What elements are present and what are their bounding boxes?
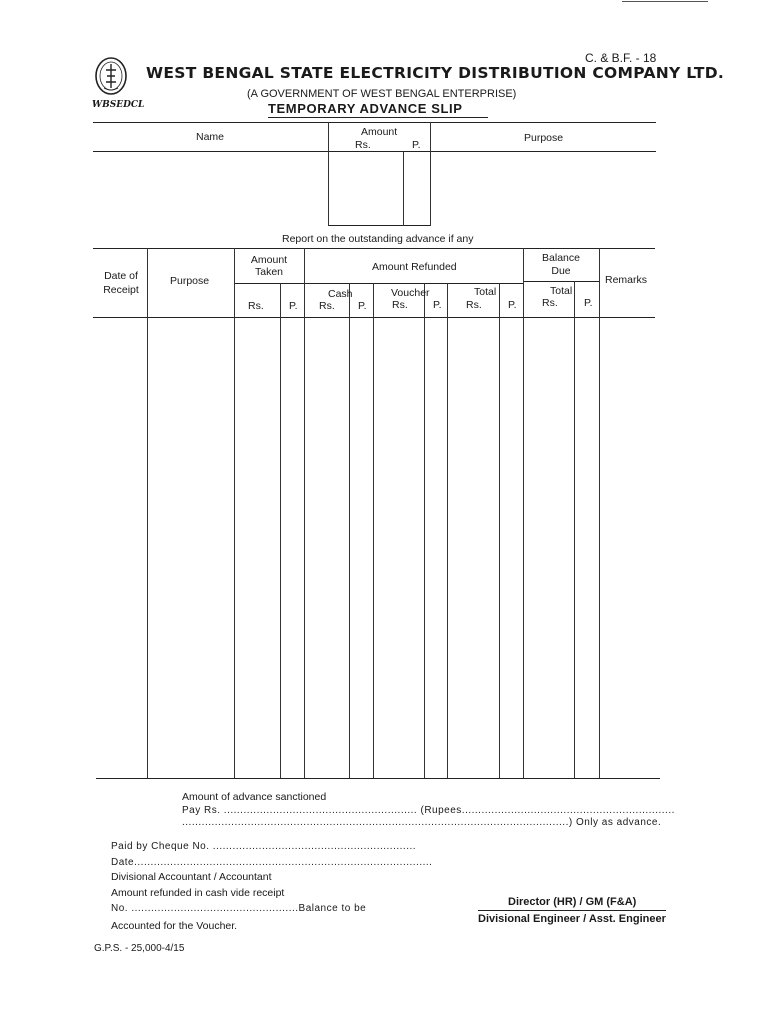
- slip-title: TEMPORARY ADVANCE SLIP: [268, 101, 463, 116]
- top-table-bottom-border: [328, 225, 430, 226]
- amount-refunded-header: Amount Refunded: [372, 261, 457, 273]
- report-col-line: [373, 283, 374, 778]
- no-balance-line: No. ...................................................Balance to be: [111, 903, 367, 914]
- signature-line: [478, 910, 666, 911]
- div-engineer-signature-label: Divisional Engineer / Asst. Engineer: [478, 913, 666, 925]
- top-table-col-line: [430, 122, 431, 226]
- report-col-line: [599, 248, 600, 778]
- title-underline: [268, 117, 488, 118]
- date-of-receipt-line2: Receipt: [103, 284, 139, 296]
- top-table-col-line: [403, 151, 404, 226]
- total-header: Total: [474, 286, 497, 298]
- top-table-border: [93, 122, 656, 123]
- report-purpose-header: Purpose: [170, 275, 210, 287]
- rs-subheader: Rs.: [542, 297, 558, 309]
- p-subheader: P.: [289, 300, 298, 312]
- form-code: C. & B.F. - 18: [585, 51, 657, 65]
- date-of-receipt-header: [96, 270, 146, 296]
- p-subheader: P.: [358, 300, 367, 312]
- rs-subheader: Rs.: [392, 299, 408, 311]
- report-col-line: [234, 248, 235, 778]
- cheque-line: Paid by Cheque No. ..............................................................: [111, 841, 417, 852]
- corner-mark: [622, 1, 708, 2]
- report-subheader-divider: [523, 281, 599, 282]
- report-col-line: [447, 283, 448, 778]
- date-of-receipt-line1: Date of: [104, 270, 138, 282]
- report-subheader-divider: [234, 283, 523, 284]
- report-table-top-border: [93, 248, 655, 249]
- report-col-line: [523, 248, 524, 778]
- p-subheader: P.: [508, 299, 517, 311]
- accounted-label: Accounted for the Voucher.: [111, 920, 238, 932]
- report-caption: Report on the outstanding advance if any: [282, 233, 474, 245]
- balance-total-header: Total: [550, 285, 573, 297]
- balance-due-header: [525, 252, 597, 277]
- p-header: P.: [412, 139, 421, 151]
- report-col-line: [499, 283, 500, 778]
- report-table-bottom: [96, 778, 660, 779]
- balance-due-line2: Due: [551, 265, 571, 277]
- rs-subheader: Rs.: [319, 300, 335, 312]
- report-col-line: [280, 283, 281, 778]
- report-col-line: [304, 248, 305, 778]
- rs-subheader: Rs.: [466, 299, 482, 311]
- amount-taken-header: [236, 254, 302, 278]
- print-code: G.P.S. - 25,000-4/15: [94, 943, 185, 954]
- logo-text: WBSEDCL: [92, 100, 145, 110]
- company-name: WEST BENGAL STATE ELECTRICITY DISTRIBUTION COMPANY LTD.: [146, 64, 725, 82]
- accountant-label: Divisional Accountant / Accountant: [111, 871, 272, 883]
- rs-subheader: Rs.: [248, 300, 264, 312]
- amount-taken-line2: Taken: [254, 266, 284, 278]
- director-signature-label: Director (HR) / GM (F&A): [508, 896, 637, 908]
- pay-rs-line: Pay Rs. ........................................................... (Rupees.................................................................: [182, 805, 675, 816]
- sanctioned-label: Amount of advance sanctioned: [182, 791, 327, 803]
- balance-due-line1: Balance: [542, 252, 580, 264]
- date-line: Date...........................................................................................: [111, 857, 433, 868]
- top-table-col-line: [328, 122, 329, 226]
- voucher-header: Voucher: [391, 287, 430, 299]
- amount-header: Amount: [361, 126, 398, 138]
- p-subheader: P.: [584, 297, 593, 309]
- report-col-line: [349, 283, 350, 778]
- report-header-bottom: [93, 317, 655, 318]
- report-col-line: [147, 248, 148, 778]
- report-col-line: [424, 283, 425, 778]
- rs-header: Rs.: [355, 139, 371, 151]
- only-advance-line: ......................................................................................................................) Only as advance.: [182, 817, 662, 828]
- govt-line: (A GOVERNMENT OF WEST BENGAL ENTERPRISE): [247, 88, 517, 100]
- remarks-header: Remarks: [605, 274, 648, 286]
- report-col-line: [574, 281, 575, 778]
- amount-taken-line1: Amount: [250, 254, 288, 266]
- cash-header: Cash: [328, 288, 353, 300]
- refunded-label: Amount refunded in cash vide receipt: [111, 887, 285, 899]
- wbsedcl-emblem-icon: [94, 56, 128, 96]
- purpose-header: Purpose: [524, 132, 564, 144]
- top-table-header-divider: [93, 151, 656, 152]
- p-subheader: P.: [433, 299, 442, 311]
- name-header: Name: [196, 131, 225, 143]
